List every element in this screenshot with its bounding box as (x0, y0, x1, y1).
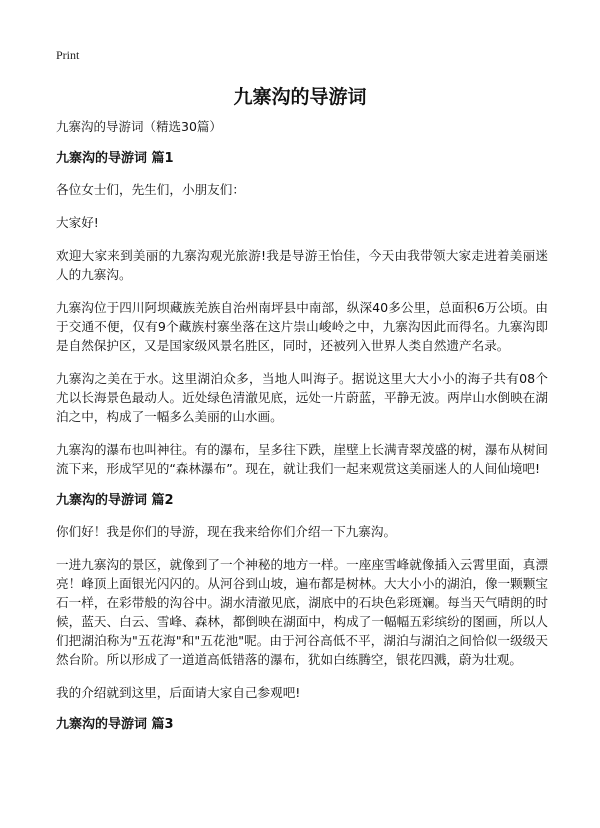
section-3 (56, 716, 548, 734)
paragraph: 各位女士们，先生们，小朋友们： (56, 182, 245, 197)
paragraph: 九寨沟的瀑布也叫神往。有的瀑布，呈多往下跌，崖壁上长满青翠茂盛的树，瀑布从树间流下来，形成罕见的“森林瀑布”。现在，就让我们一起来观赏这美丽迷人的人间仙境吧! (56, 442, 548, 476)
paragraph: 一进九寨沟的景区，就像到了一个神秘的地方一样。一座座雪峰就像插入云霄里面，真漂亮！峰顶上面银光闪闪的。从河谷到山坡，遍布都是树林。大大小小的湖泊，像一颗颗宝石一样，在彩带般的沟谷中。湖水清澈见底，湖底中的石块色彩斑斓。每当天气晴朗的时候，蓝天、白云、雪峰、森林，都倒映在湖面中，构成了一幅幅五彩缤纷的图画，所以人们把湖泊称为"五花海"和"五花池"呢。由于河谷高低不平，湖泊与湖泊之间恰似一级级天然台阶。所以形成了一道道高低错落的瀑布，犹如白练腾空，银花四溅，蔚为壮观。 (56, 557, 548, 667)
section-heading: 九寨沟的导游词 篇1 (56, 151, 174, 166)
section-1 (56, 150, 548, 478)
paragraph: 我的介绍就到这里，后面请大家自己参观吧! (56, 685, 301, 700)
paragraph: 欢迎大家来到美丽的九寨沟观光旅游!我是导游王怡佳，今天由我带领大家走进着美丽迷人的九寨沟。 (56, 248, 548, 282)
section-heading: 九寨沟的导游词 篇3 (56, 717, 174, 732)
section-heading: 九寨沟的导游词 篇2 (56, 493, 174, 508)
document-body (56, 118, 548, 746)
document-subtitle: 九寨沟的导游词（精选30篇） (56, 119, 222, 134)
paragraph: 你们好！我是你们的导游，现在我来给你们介绍一下九寨沟。 (56, 524, 397, 539)
paragraph: 大家好! (56, 215, 99, 230)
section-2 (56, 492, 548, 702)
paragraph: 九寨沟位于四川阿坝藏族羌族自治州南坪县中南部，纵深40多公里，总面积6万公顷。由于交通不便，仅有9个藏族村寨坐落在这片崇山峻岭之中，九寨沟因此而得名。九寨沟即是自然保护区，又是国家级风景名胜区，同时，还被列入世界人类自然遗产名录。 (56, 300, 548, 353)
page-title: 九寨沟的导游词 (233, 86, 367, 108)
print-link[interactable]: Print (56, 48, 80, 62)
paragraph: 九寨沟之美在于水。这里湖泊众多，当地人叫海子。据说这里大大小小的海子共有08个尤以长海景色最动人。近处绿色清澈见底，远处一片蔚蓝，平静无波。两岸山水倒映在湖泊之中，构成了一幅多么美丽的山水画。 (56, 371, 548, 424)
